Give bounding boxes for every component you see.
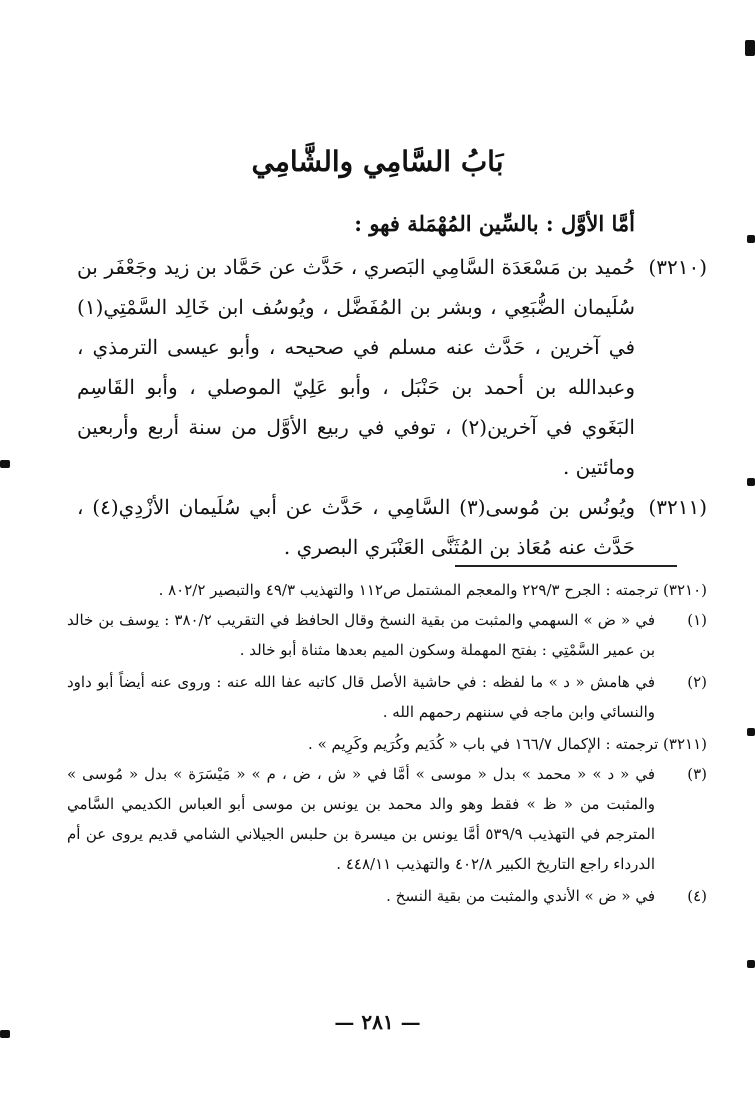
scan-edge-mark: [747, 728, 755, 736]
footnote-number: (٢): [687, 673, 707, 691]
scan-edge-mark: [747, 960, 755, 968]
translation-ref-3210: (٣٢١٠) ترجمته : الجرح ٢٢٩/٣ والمعجم المشتمل ص١١٢ والتهذيب ٤٩/٣ والتبصير ٨٠٢/٢ .: [158, 581, 707, 599]
scan-edge-mark: [747, 478, 755, 486]
footnote-4: [67, 881, 707, 911]
footnote-number: (٣): [687, 765, 707, 783]
scan-edge-mark: [745, 40, 755, 56]
entry-number: (٣٢١١): [648, 495, 707, 519]
footnote-text: في « ض » السهمي والمثبت من بقية النسخ وقال الحافظ في التقريب ٣٨٠/٢ : يوسف بن خالد بن عمير السَّمْتِي : بفتح المهملة وسكون الميم بعدها مثناة أبو خالد .: [67, 611, 655, 659]
translation-ref-3211: (٣٢١١) ترجمته : الإكمال ١٦٦/٧ في باب « كُدَيم وكُرَيم وكَرِيم » .: [308, 735, 707, 753]
footnote-divider: [455, 565, 677, 567]
entry-3210: [77, 247, 707, 487]
footnote-2: [67, 667, 707, 727]
entry-number: (٣٢١٠): [648, 255, 707, 279]
page-number: — ٢٨١ —: [334, 1010, 421, 1034]
footnote-number: (٤): [687, 887, 707, 905]
footnote-1: [67, 605, 707, 665]
entry-text: ويُونُس بن مُوسى(٣) السَّامِي ، حَدَّث عن أبي سُلَيمان الأزْدِي(٤) ، حَدَّث عنه مُعَاذ بن المُثَنَّى العَنْبَري البصري .: [77, 495, 635, 559]
footnote-text: في « ض » الأندي والمثبت من بقية النسخ .: [386, 887, 655, 905]
footnote-number: (١): [687, 611, 707, 629]
footnote-text: في هامش « د » ما لفظه : في حاشية الأصل قال كاتبه عفا الله عنه : وروى عنه أيضاً أبو داود والنسائي وابن ماجه في سننهم رحمهم الله .: [67, 673, 655, 721]
intro-line: أمَّا الأوَّل : بالسِّين المُهْمَلة فهو :: [354, 211, 635, 236]
scan-edge-mark: [0, 460, 10, 468]
scan-edge-mark: [747, 235, 755, 243]
footnotes: [67, 575, 707, 913]
scan-edge-mark: [0, 1030, 10, 1038]
footnote-text: في « د » « محمد » بدل « موسى » أمَّا في « ش ، ض ، م » « مَيْسَرَة » بدل « مُوسى » والمثبت من « ظ » فقط وهو والد محمد بن يونس بن موسى أبو العباس الكديمي السَّامي المترجم في التهذيب ٥٣٩/٩ أمَّا يونس بن ميسرة بن حلبس الجيلاني الشامي قديم يروى عن أم الدرداء راجع التاريخ الكبير ٤٠٢/٨ والتهذيب ٤٤٨/١١ .: [67, 765, 655, 873]
entry-3211: [77, 487, 707, 567]
entry-text: حُميد بن مَسْعَدَة السَّامِي البَصري ، حَدَّث عن حَمَّاد بن زيد وجَعْفَر بن سُلَيمان الضُّبَعِي ، وبشر بن المُفَضَّل ، ويُوسُف ابن خَالِد السَّمْتِي(١) في آخرين ، حَدَّث عنه مسلم في صحيحه ، وأبو عيسى الترمذي ، وعبدالله بن أحمد بن حَنْبَل ، وأبو عَلِيّ الموصلي ، وأبو القَاسِم البَغَوي في آخرين(٢) ، توفي في ربيع الأوَّل من سنة أربع وأربعين ومائتين .: [77, 255, 635, 479]
chapter-title: بَابُ السَّامِي والشَّامِي: [251, 145, 504, 178]
main-text: [77, 205, 707, 567]
footnote-3: [67, 759, 707, 879]
